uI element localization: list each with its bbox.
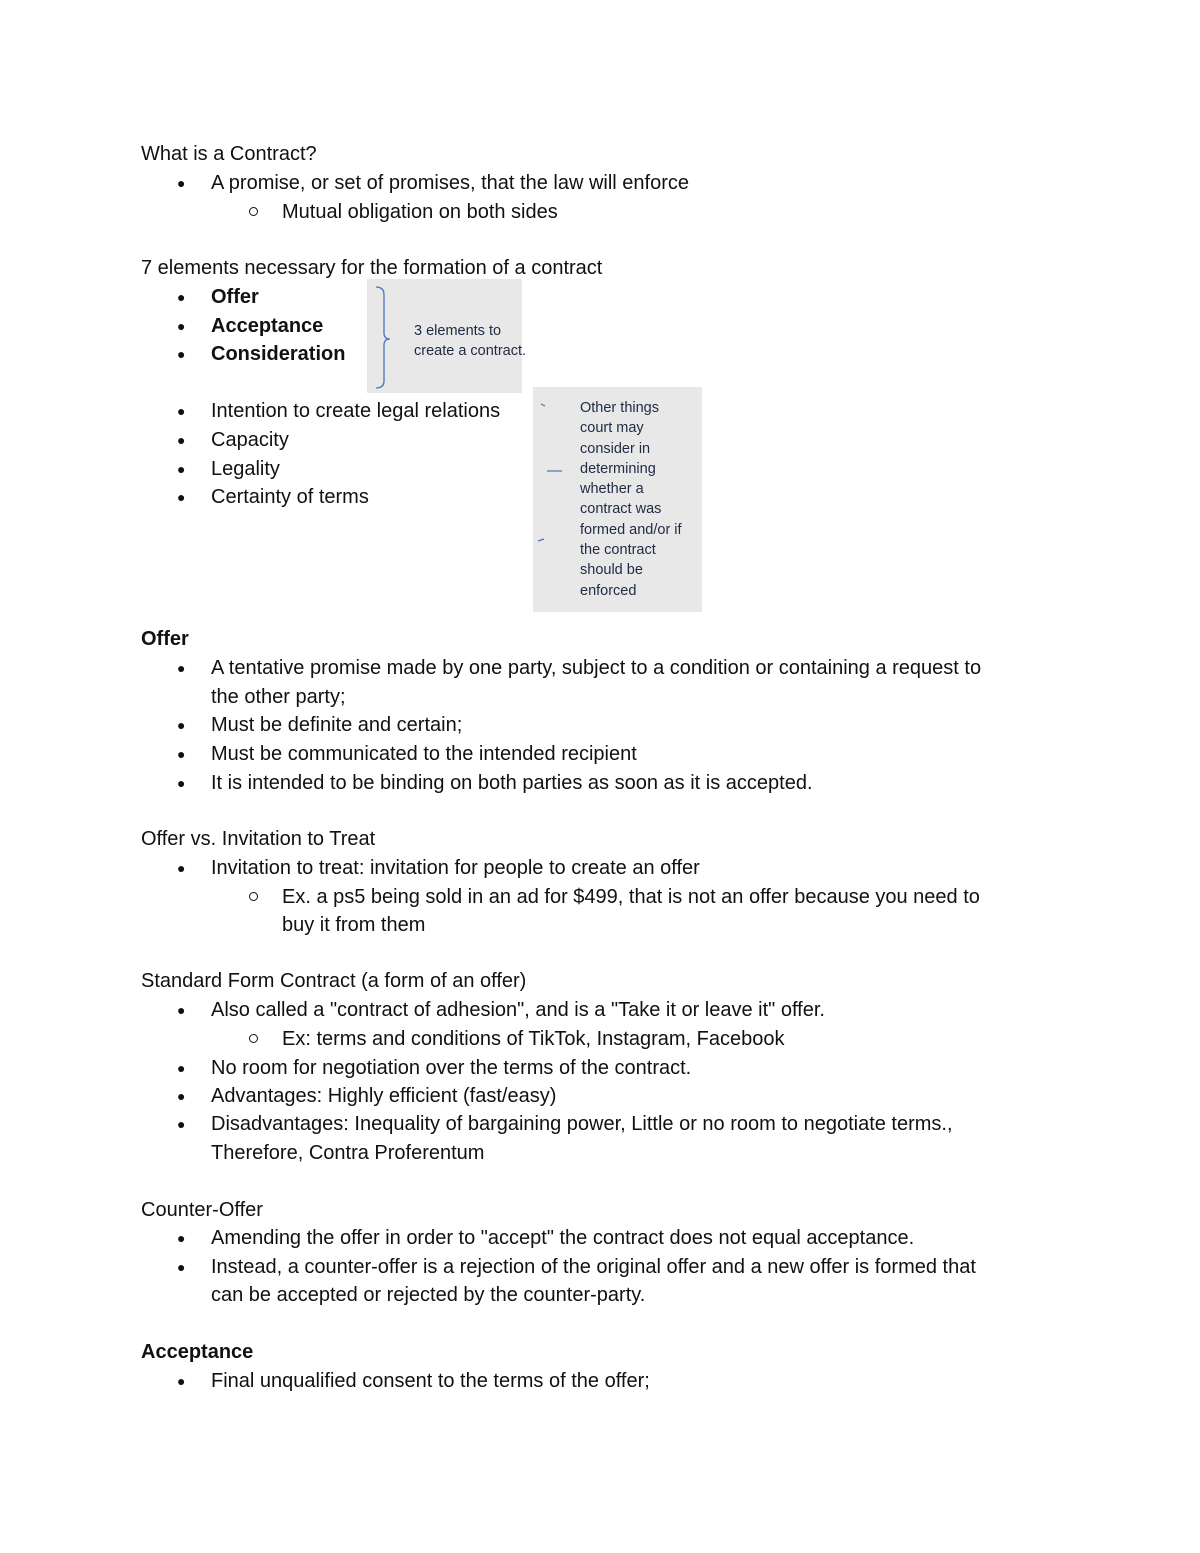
bullet-dot: ●	[177, 175, 186, 191]
list-item-consideration: Consideration	[211, 343, 346, 365]
note-line: consider in	[580, 440, 651, 457]
note-line: Other things	[580, 400, 659, 416]
hollow-bullet	[249, 892, 258, 901]
bullet-dot: ●	[177, 461, 186, 477]
bullet-dot: ●	[177, 1002, 186, 1018]
heading-counter-offer: Counter-Offer	[141, 1199, 263, 1221]
bullet-dot: ●	[177, 1088, 186, 1104]
bullet-dot: ●	[177, 717, 186, 733]
list-item: Advantages: Highly efficient (fast/easy)	[211, 1085, 557, 1107]
list-item-offer: Offer	[211, 286, 259, 308]
list-item-capacity: Capacity	[211, 429, 289, 451]
bullet-dot: ●	[177, 1116, 186, 1132]
list-item: It is intended to be binding on both parties as soon as it is accepted.	[211, 772, 813, 794]
note-line: contract was	[580, 501, 662, 518]
heading-standard-form: Standard Form Contract (a form of an offer)	[141, 970, 527, 992]
heading-seven-elements: 7 elements necessary for the formation of a contract	[141, 257, 603, 279]
bullet-dot: ●	[177, 1060, 186, 1076]
heading-offer: Offer	[141, 628, 189, 650]
note-line: whether a	[580, 481, 644, 498]
list-item: A tentative promise made by one party, subject to a condition or containing a request to	[211, 657, 982, 679]
list-item: Must be definite and certain;	[211, 714, 463, 736]
heading-invitation: Offer vs. Invitation to Treat	[141, 828, 376, 850]
note-line: enforced	[580, 582, 637, 599]
list-item: Amending the offer in order to "accept" the contract does not equal acceptance.	[211, 1227, 915, 1249]
list-item-certainty: Certainty of terms	[211, 486, 369, 508]
hollow-bullet	[249, 1034, 258, 1043]
bullet-dot: ●	[177, 346, 186, 362]
list-item-acceptance: Acceptance	[211, 315, 324, 337]
note-line: should be	[580, 562, 643, 579]
bullet-dot: ●	[177, 1230, 186, 1246]
brace-icon	[536, 401, 566, 546]
brace-icon	[372, 285, 394, 389]
annotation-three-elements	[367, 279, 527, 393]
list-item: No room for negotiation over the terms of the contract.	[211, 1057, 692, 1079]
list-item-continuation: can be accepted or rejected by the counter-party.	[211, 1284, 646, 1306]
bullet-dot: ●	[177, 660, 186, 676]
bullet-dot: ●	[177, 1373, 186, 1389]
list-item-continuation: Therefore, Contra Proferentum	[211, 1142, 485, 1164]
bullet-dot: ●	[177, 432, 186, 448]
note-line: determining	[580, 460, 656, 477]
bullet-dot: ●	[177, 860, 186, 876]
list-item: Invitation to treat: invitation for people to create an offer	[211, 857, 700, 879]
list-item-legality: Legality	[211, 458, 280, 480]
sub-list-item: Ex. a ps5 being sold in an ad for $499, that is not an offer because you need to	[282, 886, 980, 908]
list-item: Instead, a counter-offer is a rejection of the original offer and a new offer is formed that	[211, 1256, 976, 1278]
note-line: create a contract.	[414, 343, 527, 360]
list-item-intention: Intention to create legal relations	[211, 400, 501, 422]
list-item: Disadvantages: Inequality of bargaining power, Little or no room to negotiate terms.,	[211, 1113, 953, 1135]
list-item: Also called a "contract of adhesion", and is a "Take it or leave it" offer.	[211, 999, 825, 1021]
bullet-dot: ●	[177, 1259, 186, 1275]
sub-list-item: Mutual obligation on both sides	[282, 201, 558, 223]
list-item: Final unqualified consent to the terms of the offer;	[211, 1370, 650, 1392]
heading-what-is-contract: What is a Contract?	[141, 143, 317, 165]
note-line: formed and/or if	[580, 521, 682, 538]
bullet-dot: ●	[177, 403, 186, 419]
bullet-dot: ●	[177, 289, 186, 305]
note-line: 3 elements to	[414, 323, 502, 339]
note-line: court may	[580, 420, 644, 437]
list-item-continuation: the other party;	[211, 686, 346, 708]
list-item: A promise, or set of promises, that the law will enforce	[211, 172, 689, 194]
annotation-other-things	[533, 387, 702, 612]
sub-list-item: Ex: terms and conditions of TikTok, Instagram, Facebook	[282, 1028, 785, 1050]
bullet-dot: ●	[177, 775, 186, 791]
heading-acceptance: Acceptance	[141, 1341, 254, 1363]
hollow-bullet	[249, 207, 258, 216]
sub-list-item-continuation: buy it from them	[282, 914, 426, 936]
list-item: Must be communicated to the intended recipient	[211, 743, 637, 765]
note-line: the contract	[580, 542, 656, 559]
bullet-dot: ●	[177, 489, 186, 505]
bullet-dot: ●	[177, 318, 186, 334]
bullet-dot: ●	[177, 746, 186, 762]
